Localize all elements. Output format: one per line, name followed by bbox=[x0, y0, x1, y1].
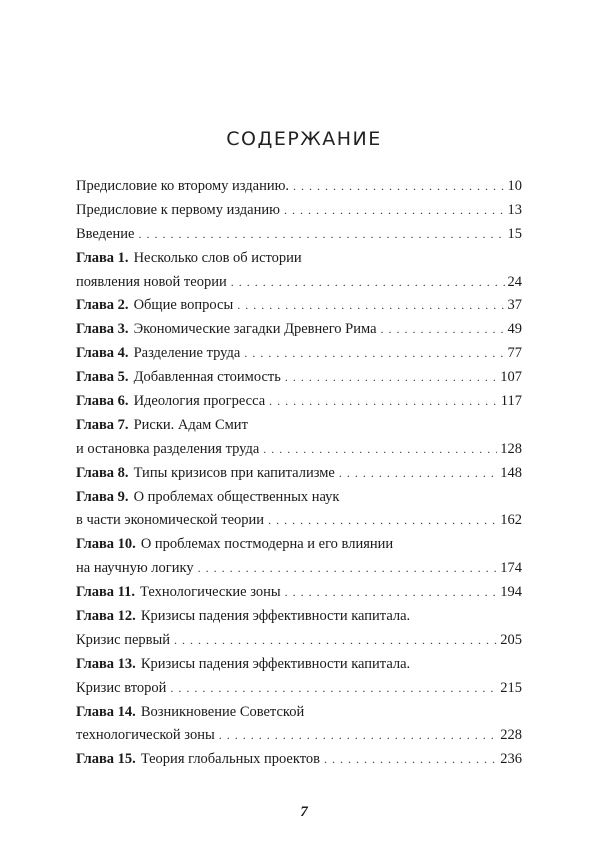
entry-title: технологической зоны bbox=[76, 727, 215, 744]
toc-entry[interactable] bbox=[76, 486, 522, 534]
toc-entry-line bbox=[76, 486, 522, 510]
page-ref: 174 bbox=[500, 560, 522, 577]
entry-title: Экономические загадки Древнего Рима bbox=[133, 321, 377, 338]
dot-leader bbox=[285, 581, 498, 605]
toc-entry-line bbox=[76, 462, 522, 486]
toc-entry-line bbox=[76, 653, 522, 677]
toc-entry-line bbox=[76, 390, 522, 414]
toc-entry[interactable] bbox=[76, 318, 522, 342]
toc-entry[interactable] bbox=[76, 748, 522, 772]
toc-entry[interactable] bbox=[76, 653, 522, 701]
toc-entry-line bbox=[76, 414, 522, 438]
dot-leader bbox=[244, 342, 504, 366]
toc-entry[interactable] bbox=[76, 342, 522, 366]
page-title: СОДЕРЖАНИЕ bbox=[226, 128, 382, 150]
toc-entry[interactable] bbox=[76, 199, 522, 223]
toc-entry-line bbox=[76, 175, 522, 199]
chapter-number: Глава 12. bbox=[76, 608, 136, 625]
dot-leader bbox=[263, 438, 497, 462]
toc-entry[interactable] bbox=[76, 294, 522, 318]
dot-leader bbox=[339, 462, 497, 486]
entry-title: на научную логику bbox=[76, 560, 194, 577]
dot-leader bbox=[284, 199, 505, 223]
page-ref: 236 bbox=[500, 751, 522, 768]
chapter-number: Глава 13. bbox=[76, 655, 136, 672]
chapter-number: Глава 7. bbox=[76, 416, 129, 433]
chapter-number: Глава 15. bbox=[76, 751, 136, 768]
dot-leader bbox=[324, 748, 497, 772]
entry-title: Разделение труда bbox=[133, 345, 241, 362]
dot-leader bbox=[138, 223, 504, 247]
entry-title: О проблемах постмодерна и его влиянии bbox=[140, 536, 394, 553]
dot-leader bbox=[237, 294, 504, 318]
page-ref: 194 bbox=[500, 584, 522, 601]
toc-entry-line bbox=[76, 294, 522, 318]
entry-title: Возникновение Советской bbox=[140, 703, 305, 720]
toc-entry-line bbox=[76, 677, 522, 701]
page-ref: 77 bbox=[507, 345, 522, 362]
page-ref: 49 bbox=[507, 321, 522, 338]
toc-entry[interactable] bbox=[76, 701, 522, 749]
page-ref: 205 bbox=[500, 631, 522, 648]
toc-entry[interactable] bbox=[76, 366, 522, 390]
chapter-number: Глава 9. bbox=[76, 488, 129, 505]
chapter-number: Глава 14. bbox=[76, 703, 136, 720]
page-ref: 128 bbox=[500, 440, 522, 457]
chapter-number: Глава 6. bbox=[76, 393, 129, 410]
page-ref: 15 bbox=[507, 225, 522, 242]
entry-title: Технологические зоны bbox=[140, 584, 281, 601]
toc-entry-line bbox=[76, 199, 522, 223]
dot-leader bbox=[231, 271, 505, 295]
entry-title: Теория глобальных проектов bbox=[140, 751, 320, 768]
chapter-number: Глава 10. bbox=[76, 536, 136, 553]
chapter-number: Глава 2. bbox=[76, 297, 129, 314]
page-ref: 162 bbox=[500, 512, 522, 529]
entry-title: и остановка разделения труда bbox=[76, 440, 260, 457]
dot-leader bbox=[219, 724, 498, 748]
entry-title: Риски. Адам Смит bbox=[133, 416, 248, 433]
entry-title: Идеология прогресса bbox=[133, 393, 266, 410]
toc-entry-line bbox=[76, 223, 522, 247]
entry-title: Введение bbox=[76, 225, 135, 242]
toc-entry[interactable] bbox=[76, 223, 522, 247]
toc-entry-line bbox=[76, 581, 522, 605]
entry-title: Общие вопросы bbox=[133, 297, 234, 314]
toc-entry-line bbox=[76, 748, 522, 772]
dot-leader bbox=[170, 677, 497, 701]
page-number: 7 bbox=[300, 804, 308, 820]
page-ref: 148 bbox=[500, 464, 522, 481]
toc-entry-line bbox=[76, 557, 522, 581]
page-ref: 10 bbox=[507, 178, 522, 194]
toc-entry[interactable] bbox=[76, 414, 522, 462]
table-of-contents bbox=[76, 175, 522, 772]
toc-entry-line bbox=[76, 366, 522, 390]
dot-leader bbox=[381, 318, 505, 342]
entry-title: Добавленная стоимость bbox=[133, 369, 281, 386]
dot-leader bbox=[269, 390, 498, 414]
entry-title: Кризисы падения эффективности капитала. bbox=[140, 655, 411, 672]
page-ref: 37 bbox=[507, 297, 522, 314]
toc-entry-line bbox=[76, 605, 522, 629]
chapter-number: Глава 4. bbox=[76, 345, 129, 362]
entry-title: Несколько слов об истории bbox=[133, 249, 302, 266]
toc-entry[interactable] bbox=[76, 247, 522, 295]
chapter-number: Глава 3. bbox=[76, 321, 129, 338]
entry-title: Кризисы падения эффективности капитала. bbox=[140, 608, 411, 625]
entry-title: Типы кризисов при капитализме bbox=[133, 464, 335, 481]
toc-entry-line bbox=[76, 509, 522, 533]
page-ref: 228 bbox=[500, 727, 522, 744]
toc-entry[interactable] bbox=[76, 462, 522, 486]
entry-title: в части экономической теории bbox=[76, 512, 265, 529]
toc-entry-line bbox=[76, 318, 522, 342]
page-ref: 107 bbox=[500, 369, 522, 386]
toc-entry[interactable] bbox=[76, 605, 522, 653]
entry-title: Кризис второй bbox=[76, 679, 167, 696]
entry-title: Предисловие к первому изданию bbox=[76, 201, 280, 218]
entry-title: Предисловие ко второму изданию. bbox=[76, 178, 290, 194]
toc-entry-line bbox=[76, 724, 522, 748]
chapter-number: Глава 5. bbox=[76, 369, 129, 386]
entry-title: появления новой теории bbox=[76, 273, 227, 290]
dot-leader bbox=[293, 175, 504, 199]
toc-entry-line bbox=[76, 247, 522, 271]
toc-entry-line bbox=[76, 533, 522, 557]
dot-leader bbox=[268, 509, 497, 533]
page-ref: 215 bbox=[500, 679, 522, 696]
chapter-number: Глава 1. bbox=[76, 249, 129, 266]
toc-entry-line bbox=[76, 271, 522, 295]
dot-leader bbox=[174, 629, 497, 653]
toc-entry-line bbox=[76, 438, 522, 462]
page-ref: 13 bbox=[507, 201, 522, 218]
entry-title: О проблемах общественных наук bbox=[133, 488, 340, 505]
dot-leader bbox=[198, 557, 498, 581]
toc-entry[interactable] bbox=[76, 390, 522, 414]
toc-entry-line bbox=[76, 629, 522, 653]
toc-entry[interactable] bbox=[76, 533, 522, 581]
chapter-number: Глава 11. bbox=[76, 584, 136, 601]
toc-entry[interactable] bbox=[76, 175, 522, 199]
page-ref: 117 bbox=[500, 393, 522, 410]
page-ref: 24 bbox=[507, 273, 522, 290]
chapter-number: Глава 8. bbox=[76, 464, 129, 481]
entry-title: Кризис первый bbox=[76, 631, 171, 648]
toc-entry-line bbox=[76, 342, 522, 366]
toc-entry-line bbox=[76, 701, 522, 725]
toc-entry[interactable] bbox=[76, 581, 522, 605]
dot-leader bbox=[285, 366, 497, 390]
